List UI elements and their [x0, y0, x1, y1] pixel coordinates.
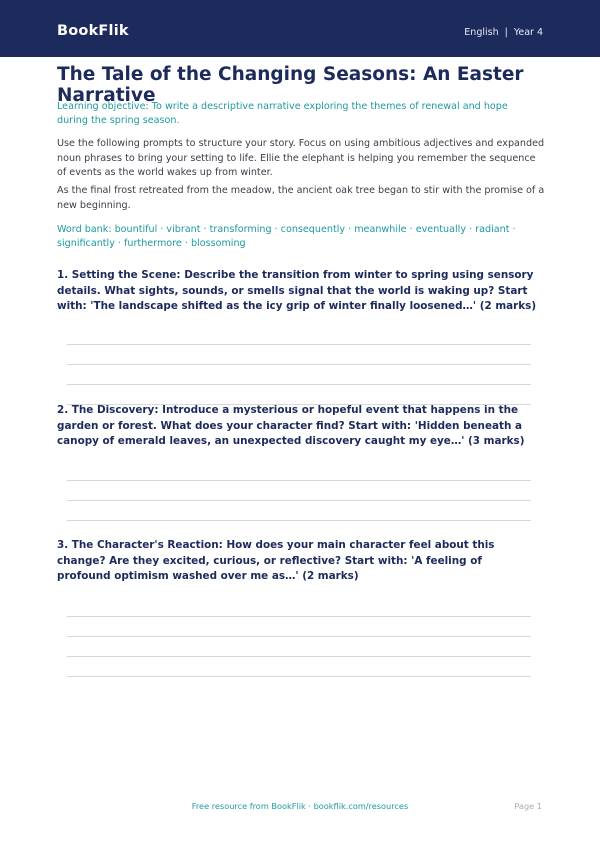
footer-resource-link[interactable]: Free resource from BookFlik · bookflik.com/resources: [191, 801, 409, 811]
brand-logo-text: BookFlik: [57, 23, 129, 39]
meta-separator: |: [504, 27, 508, 38]
page-title: The Tale of the Changing Seasons: An Easter Narrative: [57, 64, 524, 106]
page-header: [0, 0, 600, 57]
year-label: Year 4: [513, 27, 543, 38]
answer-line[interactable]: [67, 616, 531, 617]
subject-label: English: [464, 27, 499, 38]
answer-line[interactable]: [67, 480, 531, 481]
question-2: 2. The Discovery: Introduce a mysterious or hopeful event that happens in the garden or forest. What does your character find? Start with: 'Hidden beneath a canopy of emerald leaves, an unexpected discovery caught my eye…' (3 marks): [57, 404, 525, 447]
word-bank: Word bank: bountiful · vibrant · transforming · consequently · meanwhile · eventually · radiant · significantly · furthermore · blossoming: [57, 224, 516, 249]
story-opening-paragraph: As the final frost retreated from the meadow, the ancient oak tree began to stir with the promise of a new beginning.: [57, 185, 545, 211]
answer-line[interactable]: [67, 636, 531, 637]
answer-line[interactable]: [67, 500, 531, 501]
question-1: 1. Setting the Scene: Describe the transition from winter to spring using sensory details. What sights, sounds, or smells signal that the world is waking up? Start with: 'The landscape shifted as the icy grip of winter finally loosened…' (2 marks): [57, 269, 537, 312]
answer-line[interactable]: [67, 520, 531, 521]
subject-year-label: [464, 27, 543, 38]
question-3: 3. The Character's Reaction: How does your main character feel about this change? Are they excited, curious, or reflective? Start with: 'A feeling of profound optimism washed over me as…' (2 marks): [57, 539, 495, 582]
answer-line[interactable]: [67, 364, 531, 365]
instructions-paragraph: Use the following prompts to structure your story. Focus on using ambitious adjectives and expanded noun phrases to bring your setting to life. Ellie the elephant is helping you remember the sequence of events as the world wakes up from winter.: [57, 138, 545, 178]
answer-line[interactable]: [67, 344, 531, 345]
answer-line[interactable]: [67, 676, 531, 677]
answer-line[interactable]: [67, 384, 531, 385]
answer-line[interactable]: [67, 656, 531, 657]
page-number: Page 1: [514, 801, 542, 811]
learning-objective: Learning objective: To write a descriptive narrative exploring the themes of renewal and hope during the spring season.: [57, 101, 508, 126]
